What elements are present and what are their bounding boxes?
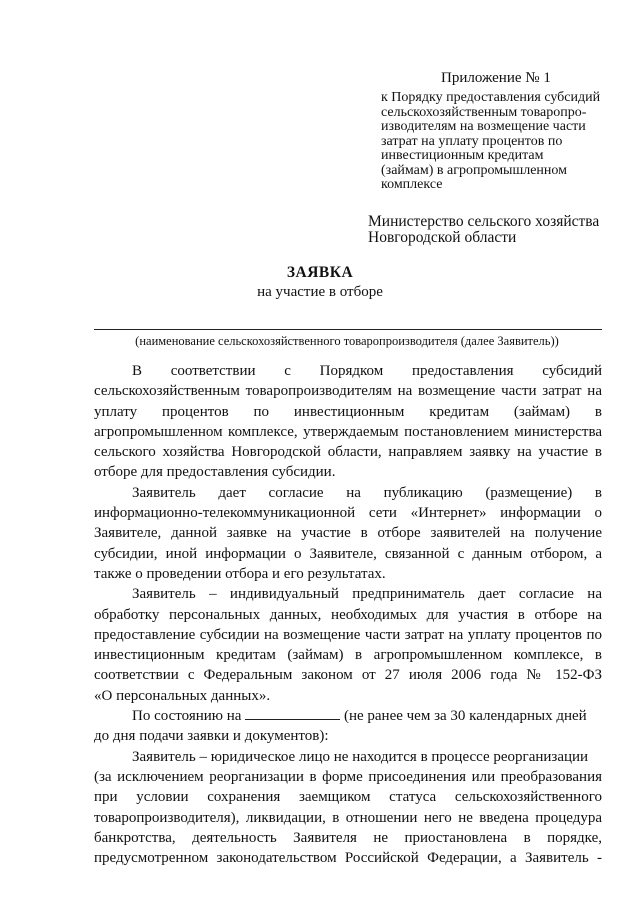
paragraph-line: предоставление субсидии на возмещение части затрат на уплату процентов по: [94, 626, 602, 643]
recipient-line: Министерство сельского хозяйства: [368, 213, 600, 230]
paragraph-line: Заявитель дает согласие на публикацию (размещение) в: [132, 484, 602, 501]
recipient-line: Новгородской области: [368, 229, 517, 246]
appendix-line: изводителям на возмещение части: [381, 119, 586, 134]
paragraph-line: обработку персональных данных, необходимых для участия в отборе на: [94, 606, 602, 623]
paragraph-line: агропромышленном комплексе, утверждаемым постановлением министерства: [94, 423, 602, 440]
appendix-reference: [381, 91, 611, 193]
status-date-prefix: По состоянию на: [132, 708, 242, 725]
appendix-line: комплексе: [381, 177, 443, 192]
document-subtitle: на участие в отборе: [257, 284, 383, 300]
paragraph-line: уплату процентов по инвестиционным кредитам (займам) в: [94, 403, 602, 420]
paragraph-line: отборе для предоставления субсидии.: [94, 464, 336, 481]
appendix-line: (займам) в агропромышленном: [381, 162, 568, 178]
paragraph-line: товаропроизводителя), ликвидации, в отношении него не введена процедура: [94, 809, 602, 826]
paragraph-line: Заявитель – индивидуальный предприниматель дает согласие на: [132, 586, 602, 603]
paragraph-line: предусмотренном законодательством Российской Федерации, а Заявитель -: [94, 850, 602, 867]
paragraph-line: сельского хозяйства Новгородской области, направляем заявку на участие в: [94, 444, 602, 461]
recipient-block: [368, 214, 599, 246]
paragraph-line: до дня подачи заявки и документов):: [94, 728, 329, 745]
paragraph-line: инвестиционным кредитам (займам) в агропромышленном комплексе, в: [94, 647, 602, 664]
appendix-line: к Порядку предоставления субсидий: [381, 90, 601, 105]
paragraph-line: при условии сохранения заемщиком статуса сельскохозяйственного: [94, 789, 602, 806]
applicant-name-line: [94, 329, 602, 330]
appendix-line: сельскохозяйственным товаропро-: [381, 104, 587, 120]
status-date-blank: [245, 706, 340, 720]
appendix-line: инвестиционным кредитам: [381, 148, 544, 163]
appendix-title: Приложение № 1: [441, 70, 551, 86]
paragraph-line: субсидии, иной информации о Заявителе, связанной с данным отбором, а: [94, 545, 602, 562]
paragraph-line: (за исключением реорганизации в форме присоединения или преобразования: [94, 768, 602, 785]
paragraph-line: «О персональных данных».: [94, 687, 271, 704]
appendix-line: затрат на уплату процентов по: [381, 133, 563, 149]
paragraph-line: соответствии с Федеральным законом от 27 июля 2006 года № 152-ФЗ: [94, 667, 602, 684]
paragraph-line: информационно-телекоммуникационной сети «Интернет» информации о: [94, 505, 602, 522]
document-title: ЗАЯВКА: [286, 264, 354, 281]
paragraph-line: также о проведении отбора и его результатах.: [94, 565, 386, 582]
paragraph-line: В соответствии с Порядком предоставления субсидий: [132, 363, 602, 379]
paragraph-line: Заявителе, данной заявке на участие в отборе заявителей на получение: [94, 525, 602, 542]
application-body: [94, 361, 602, 868]
applicant-name-caption: (наименование сельскохозяйственного товаропроизводителя (далее Заявитель)): [135, 334, 559, 348]
paragraph-line: сельскохозяйственным товаропроизводителям на возмещение части затрат на: [94, 383, 602, 400]
paragraph-line: Заявитель – юридическое лицо не находится в процессе реорганизации: [132, 748, 589, 765]
status-date-suffix: (не ранее чем за 30 календарных дней: [343, 708, 587, 725]
paragraph-line: банкротства, деятельность Заявителя не приостановлена в порядке,: [94, 829, 602, 846]
status-date-line: [94, 706, 602, 726]
